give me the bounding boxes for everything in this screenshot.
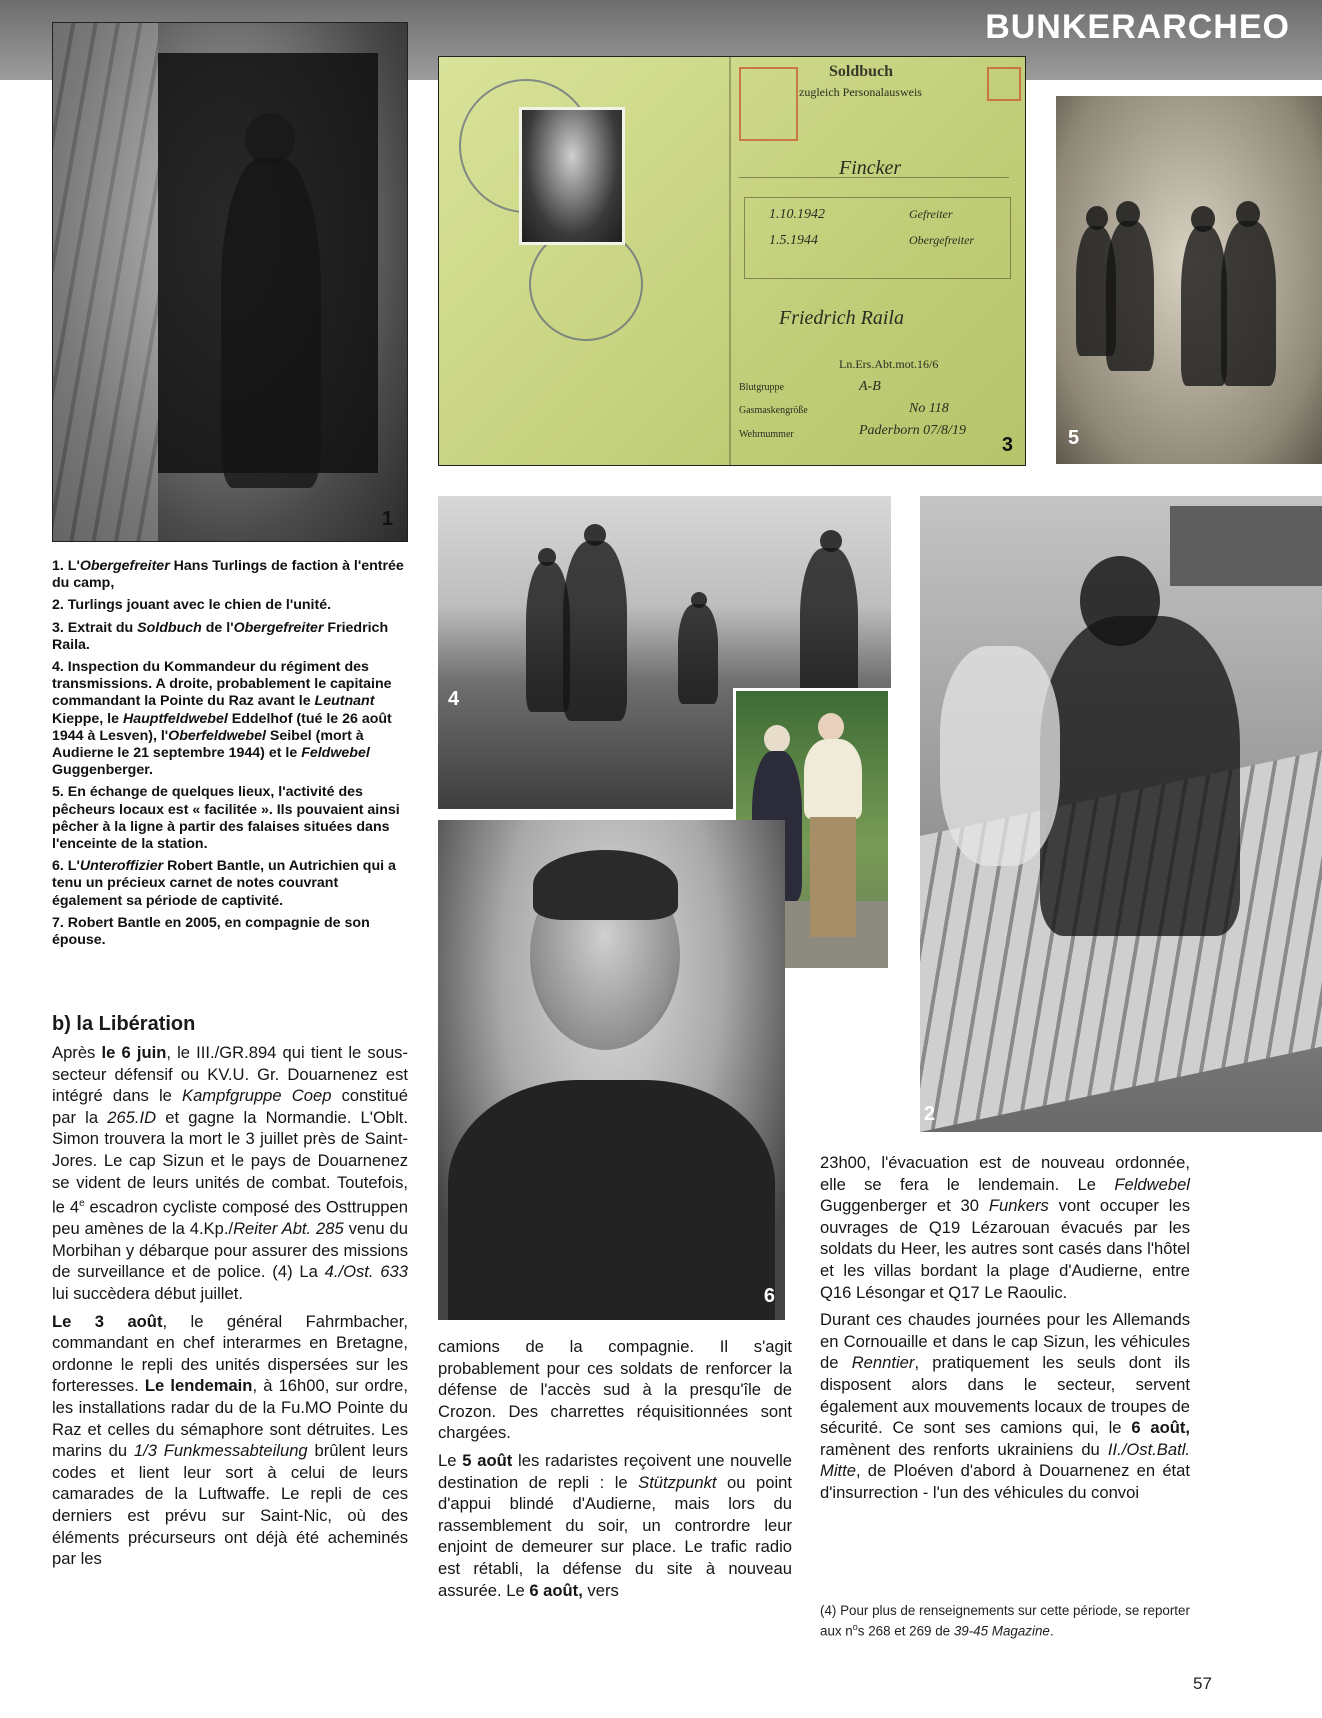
photo-1-number: 1 xyxy=(381,508,393,530)
caption-3: 3. Extrait du Soldbuch de l'Obergefreiter Friedrich Raila. xyxy=(52,619,389,653)
photo-6-number: 6 xyxy=(763,1285,775,1307)
soldbuch-unit: Ln.Ers.Abt.mot.16/6 xyxy=(839,357,939,371)
caption-7: 7. Robert Bantle en 2005, en compagnie de son épouse. xyxy=(52,914,370,949)
photo-6 xyxy=(438,820,785,1320)
caption-5: 5. En échange de quelques lieux, l'activité des pêcheurs locaux est « facilitée ». Ils pouvaient ainsi pêcher à la ligne à partir des falaises situées dans l'enceinte de la station. xyxy=(52,784,400,853)
soldbuch-rank1: Gefreiter xyxy=(909,207,953,221)
caption-4: 4. Inspection du Kommandeur du régiment des transmissions. A droite, probablement le capitaine commandant la Pointe du Raz avant le Leutnant Kieppe, le Hauptfeldwebel Eddelhof (tué le 26 août 1944 à Lesven), l'Oberfeldwebel Seibel (mort à Audierne le 21 septembre 1944) et le Feldwebel Guggenberger. xyxy=(52,659,392,779)
id-photo xyxy=(519,107,625,245)
soldbuch-label-blood: Blutgruppe xyxy=(739,382,784,393)
article-column-1 xyxy=(52,1042,408,1576)
photo-1 xyxy=(52,22,408,542)
page-number: 57 xyxy=(1193,1674,1212,1693)
photo-2-number: 2 xyxy=(924,1103,936,1125)
footnote: (4) Pour plus de renseignements sur cette période, se reporter aux $n^os$ 268 et 269 de 39-45 Magazine. xyxy=(820,1603,1190,1639)
col3-paragraph-2: Durant ces chaudes journées pour les Allemands en Cornouaille et dans le cap Sizun, les véhicules de Renntier, pratiquement les seuls dont ils disposent alors dans le secteur, servent également aux mouvements locaux de troupes de sécurité. Ce sont ses camions qui, le 6 août, ramènent des renforts ukrainiens du II./Ost.Batl. Mitte, de Ploéven d'abord à Douarnenez en état d'insurrection - l'un des véhicules du convoi xyxy=(820,1310,1190,1502)
caption-6: 6. L'Unteroffizier Robert Bantle, un Autrichien qui a tenu un précieux carnet de notes couvrant également sa période de captivité. xyxy=(52,858,396,909)
soldbuch-tag: No 118 xyxy=(909,401,949,416)
photo-2 xyxy=(920,496,1322,1132)
section-heading: b) la Libération xyxy=(52,1013,196,1035)
photo-3-soldbuch xyxy=(438,56,1026,466)
caption-1: 1. L'Obergefreiter Hans Turlings de faction à l'entrée du camp, xyxy=(52,558,404,592)
soldbuch-date2: 1.5.1944 xyxy=(769,233,818,248)
article-column-3 xyxy=(820,1152,1190,1510)
soldbuch-label-gas: Gasmaskengröße xyxy=(739,405,808,416)
magazine-brand: BUNKERARCHEO xyxy=(985,8,1290,46)
caption-2: 2. Turlings jouant avec le chien de l'unité. xyxy=(52,597,332,614)
col1-paragraph-2: Le 3 août, le général Fahrmbacher, commandant en chef interarmes en Bretagne, ordonne le repli des unités dispersées sur les forteresses. Le lendemain, à 16h00, sur ordre, les installations radar du de la Fu.MO Pointe du Raz et celles du sémaphore sont détruites. Les marins du 1/3 Funkmessabteilung brûlent leurs codes et lient leur sort à celui de leurs camarades de la Luftwaffe. Le repli de ces derniers est prévu sur Saint-Nic, où des éléments précurseurs ont déjà été acheminés par les xyxy=(52,1311,409,1569)
soldbuch-blood: A-B xyxy=(859,379,881,394)
soldbuch-rank2: Obergefreiter xyxy=(909,233,975,247)
soldbuch-wehr: Paderborn 07/8/19 xyxy=(859,423,966,438)
soldbuch-date1: 1.10.1942 xyxy=(769,207,825,222)
photo-5-number: 5 xyxy=(1068,427,1080,449)
soldbuch-title: Soldbuch xyxy=(829,63,894,80)
col3-paragraph-1: 23h00, l'évacuation est de nouveau ordonnée, elle se fera le lendemain. Le Feldwebel Guggenberger et 30 Funkers vont occuper les ouvrages de Q19 Lézarouan évacués par les soldats du Heer, les autres sont casés dans l'hôtel et les villas bordant la plage d'Audierne, entre Q16 Lésongar et Q17 Le Raoulic. xyxy=(820,1153,1190,1302)
photo-5 xyxy=(1056,96,1322,464)
col1-paragraph-1: Après le 6 juin, le III./GR.894 qui tient le sous-secteur défensif ou KV.U. Gr. Douarnenez est intégré dans le Kampfgruppe Coep constitué par la 265.ID et gagne la Normandie. L'Oblt. Simon trouvera la mort le 3 juillet près de Saint-Jores. Le cap Sizun et le pays de Douarnenez se vident de leurs unités de combat. Toutefois, le 4e escadron cycliste composé des Osttruppen peu amènes de la 4.Kp./Reiter Abt. 285 venu du Morbihan y débarque pour assurer des missions de surveillance et de police. (4) La 4./Ost. 633 lui succèdera début juillet. xyxy=(52,1043,409,1304)
soldbuch-label-wehr: Wehrnummer xyxy=(739,429,794,440)
col2-paragraph-1: camions de la compagnie. Il s'agit probablement pour ces soldats de renforcer la défense de l'accès sud à la presqu'île de Crozon. Des charrettes réquisitionnées sont chargées. xyxy=(438,1337,792,1443)
soldbuch-signature: Friedrich Raila xyxy=(779,307,904,329)
photo-4-number: 4 xyxy=(448,688,460,710)
col2-paragraph-2: Le 5 août les radaristes reçoivent une nouvelle destination de repli : le Stützpunkt ou point d'appui blindé d'Audierne, mais lors du rassemblement du soir, un contrordre leur enjoint de demeurer sur place. Le trafic radio est rétabli, la défense du site à nouveau assurée. Le 6 août, vers xyxy=(438,1450,792,1600)
article-column-2 xyxy=(438,1336,792,1607)
soldbuch-name: Fincker xyxy=(839,157,902,179)
soldbuch-subtitle: zugleich Personalausweis xyxy=(799,85,922,99)
photo-captions xyxy=(52,558,410,954)
photo-3-number: 3 xyxy=(1001,434,1013,456)
